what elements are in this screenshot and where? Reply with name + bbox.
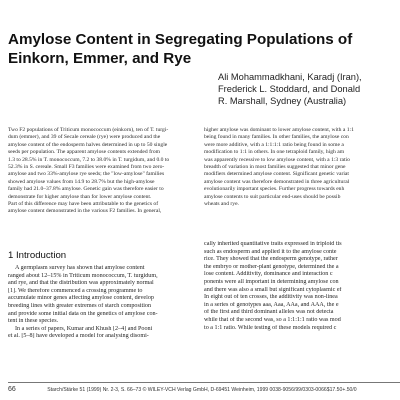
abstract-line: modifiers determined amylose content. Significant genetic variat bbox=[204, 171, 349, 178]
footer-divider bbox=[8, 382, 400, 383]
abstract-line: amylose content was therefore demonstrated in three agricultural bbox=[204, 178, 350, 185]
abstract-line: higher amylose was dominant to lower amylose content, with a 1:1 bbox=[204, 127, 354, 133]
footer-citation: Starch/Stärke 51 (1999) Nr. 2-3, S. 66–73 © WILEY-VCH Verlag GmbH, D-69451 Weinheim, 1999 0038-9056/99/0303-0066$17.50+.50/0 bbox=[47, 387, 357, 393]
body-line: and provide some initial data on the genetics of amylose con- bbox=[8, 310, 158, 317]
abstract-line: was apparently recessive to low amylose content, with a 1:3 ratio bbox=[204, 156, 350, 163]
body-line: ponents were all important in determining amylose con bbox=[204, 278, 339, 285]
body-line: while that of the second was, so a 1:1:1:1 ratio was mod bbox=[204, 316, 341, 323]
abstract-line: breadth of variation in most families suggested that minor gene bbox=[204, 164, 346, 171]
abstract-line: Part of this difference may have been attributable to the genetics of bbox=[8, 201, 159, 208]
body-line: of the first and third dominant alleles was not detecta bbox=[204, 309, 334, 316]
section-heading: 1 Introduction bbox=[8, 250, 67, 261]
body-line: In eight out of ten crosses, the additivity was non-linea bbox=[204, 294, 338, 301]
abstract-line: were more additive, with a 1:1:1:1 ratio being found in some a bbox=[204, 141, 344, 148]
abstract-left-column bbox=[8, 127, 196, 216]
body-line: et al. [5–8] have developed a model for analysing disomi- bbox=[8, 333, 149, 340]
abstract-line: modification to 1:1 in others. In one tetraploid family, high am bbox=[204, 149, 345, 156]
abstract-line: seeds per population. The apparent amylose contents extended from bbox=[8, 149, 160, 156]
page-number: 66 bbox=[8, 386, 16, 393]
body-line: and there was also a small but significant cytoplasmic ef bbox=[204, 286, 342, 293]
body-line: and rye, and that the distribution was approximately normal bbox=[8, 280, 154, 287]
body-line: A germplasm survey has shown that amylose content bbox=[15, 265, 145, 271]
abstract-line: being found in many families. In other families, the amylose con bbox=[204, 134, 349, 141]
author-line: R. Marshall, Sydney (Australia) bbox=[218, 96, 347, 106]
body-line: cally inherited quantitative traits expressed in triploid tis bbox=[204, 241, 342, 247]
abstract-line: amylose contents to suit particular end-uses should be possib bbox=[204, 193, 341, 200]
article-title: Amylose Content in Segregating Populations of Einkorn, Emmer, and Rye bbox=[8, 31, 353, 67]
abstract-line: 1.3 to 28.5% in T. monococcum, 7.2 to 38.0% in T. turgidum, and 0.0 to bbox=[8, 156, 170, 163]
body-line: to a 1:1 ratio. While testing of these models required c bbox=[204, 324, 337, 331]
body-line: tent in these species. bbox=[8, 318, 59, 325]
body-line: In a series of papers, Kumar and Khush [2–4] and Pooni bbox=[15, 325, 153, 332]
abstract-line: 52.3% in S. cereale. Small F3 families were examined from two zero- bbox=[8, 164, 165, 171]
body-line: breeding lines with greater extremes of starch composition bbox=[8, 302, 151, 309]
abstract-line: wheats and rye. bbox=[204, 201, 239, 208]
abstract-line: demonstrate for higher amylose than for lower amylose content. bbox=[8, 193, 152, 200]
body-line: accumulate minor genes affecting amylose content, develop bbox=[8, 295, 154, 302]
intro-left-column bbox=[8, 265, 196, 341]
body-line: lose content. Additivity, dominance and interaction c bbox=[204, 271, 333, 278]
body-line: such as endosperm and applied it to the amylose conte bbox=[204, 248, 337, 255]
body-line: rice. They showed that the endosperm genotype, rather bbox=[204, 256, 338, 263]
abstract-line: amylose content of the endosperm halves determined in up to 50 single bbox=[8, 141, 168, 148]
author-line: Frederick L. Stoddard, and Donald bbox=[218, 84, 361, 94]
page-footer bbox=[8, 386, 400, 393]
abstract-line: family had 21.0–37.8% amylose. Genetic gain was therefore easier to bbox=[8, 186, 164, 193]
intro-right-column bbox=[204, 241, 400, 332]
abstract-line: evolutionarily important species. Further progress towards enh bbox=[204, 186, 345, 193]
author-block bbox=[218, 71, 400, 107]
abstract-line: Two F2 populations of Triticum monococcum (einkorn), ten of T. turgi- bbox=[8, 127, 169, 133]
body-line: ranged about 12–15% in Triticum monococcum, T. turgidum, bbox=[8, 272, 158, 279]
author-line: Ali Mohammadkhani, Karadj (Iran), bbox=[218, 72, 362, 82]
abstract-line: amylose content demonstrated in the various F2 families. In general, bbox=[8, 208, 162, 215]
abstract-line: showed amylose values from 14.9 to 28.7% but the high-amylose bbox=[8, 178, 155, 185]
abstract-line: dum (emmer), and 39 of Secale cereale (rye) were produced and the bbox=[8, 134, 161, 141]
body-line: the embryo or mother-plant genotype, determined the a bbox=[204, 263, 339, 270]
abstract-line: amylose and two 33%-amylose rye seeds; the "low-amylose" families bbox=[8, 171, 165, 178]
abstract-right-column bbox=[204, 127, 400, 208]
body-line: [1]. We therefore commenced a crossing programme to bbox=[8, 287, 143, 294]
body-line: in a series of genotypes aaa, Aaa, AAa, and AAA, the e bbox=[204, 301, 339, 308]
